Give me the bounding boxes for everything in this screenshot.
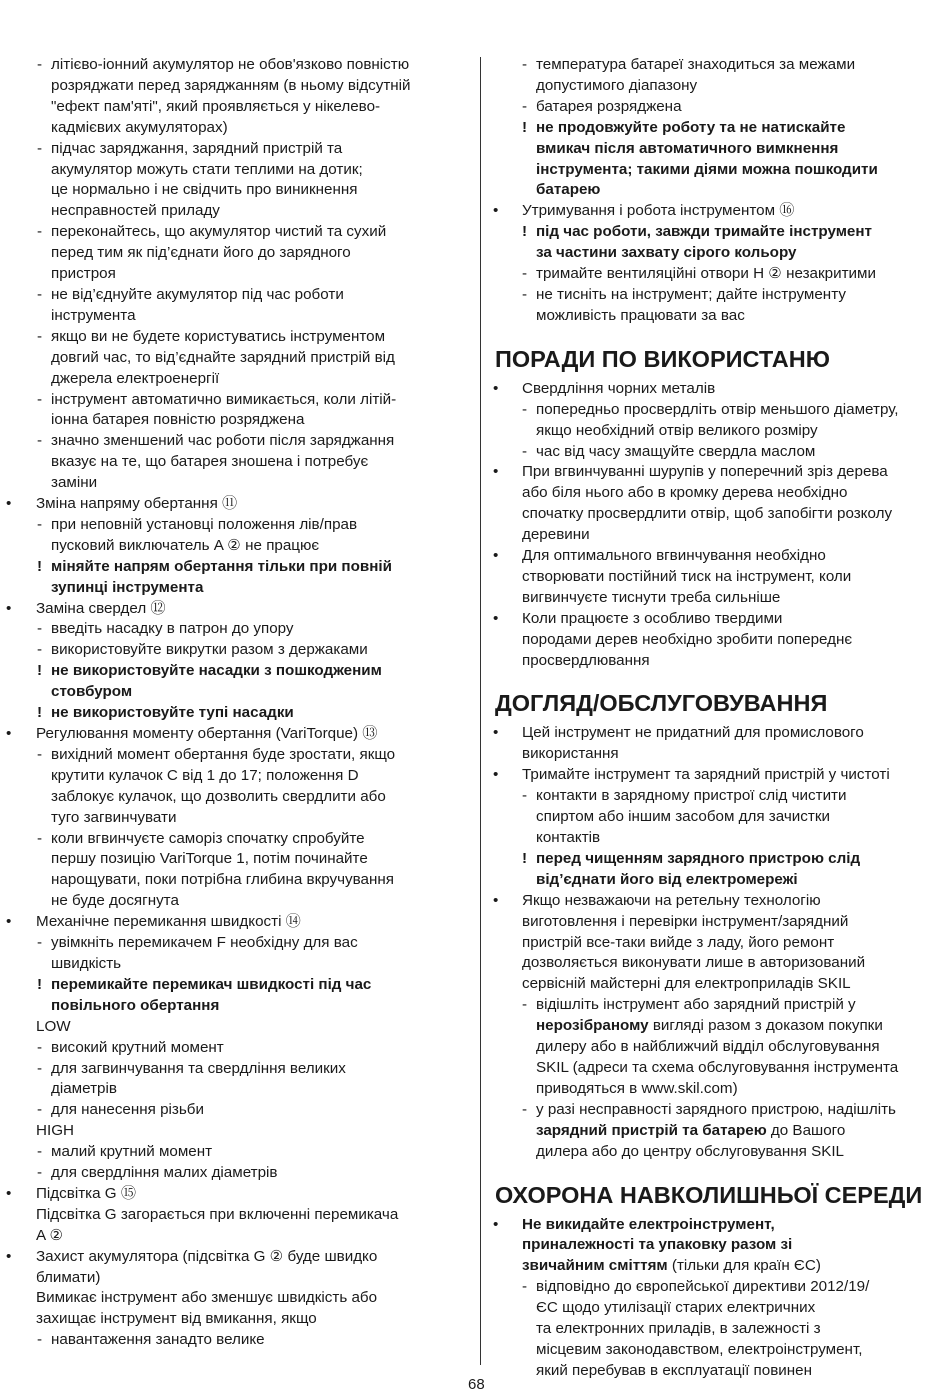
warning-text-line: ! не продовжуйте роботу та не натискайте <box>487 118 950 139</box>
list-item-line: - увімкніть перемикачем F необхідну для вас <box>0 933 470 954</box>
list-item-line <box>487 995 950 1016</box>
list-item-line: перед тим як під’єднати його до зарядного <box>51 244 351 262</box>
list-item-line: - значно зменшений час роботи після заряджання <box>0 431 470 452</box>
bullet-item-line: • Цей інструмент не придатний для промислового <box>487 723 950 744</box>
bullet-item-line: вигвинчуєте тиснути треба сильніше <box>522 588 781 606</box>
bullet-item-line: створювати постійний тиск на інструмент, коли <box>522 567 852 585</box>
list-item-line: пристроя <box>51 265 116 283</box>
bullet-item-line: • Захист акумулятора (підсвітка G ② буде швидко <box>0 1247 470 1268</box>
list-item-line: інструмента <box>51 306 136 324</box>
list-item-line: крутити кулачок C від 1 до 17; положення D <box>51 766 359 784</box>
list-item-line: - введіть насадку в патрон до упору <box>0 619 470 640</box>
list-item-line <box>487 1079 950 1100</box>
warning-text-line: від’єднати його від електромережі <box>536 870 798 888</box>
list-item-line <box>487 1121 950 1142</box>
list-item-line: - підчас заряджання, зарядний пристрій та <box>0 139 470 160</box>
list-item-line: - батарея розряджена <box>487 97 950 118</box>
list-item-line: LOW <box>36 1017 71 1035</box>
bullet-item-line <box>487 1256 950 1277</box>
bold-text: звичайним сміттям <box>522 1257 668 1275</box>
text-segment: дилеру або в найближчий відділ обслуговування <box>536 1038 880 1056</box>
list-item-line: - коли вгвинчуєте саморіз спочатку спробуйте <box>0 829 470 850</box>
list-item-line: - малий крутний момент <box>0 1142 470 1163</box>
list-item-line: - вихідний момент обертання буде зростати, якщо <box>0 745 470 766</box>
list-item-line: заблокує кулачок, що дозволить свердлити або <box>51 787 386 805</box>
warning-text-line: стовбуром <box>51 683 133 701</box>
bullet-item-line: • Утримування і робота інструментом ⑯ <box>487 201 950 222</box>
list-item-line: якщо необхідний отвір великого розміру <box>536 421 818 439</box>
list-item-line: ЄС щодо утилізації старих електричних <box>536 1299 816 1317</box>
list-item-line: - переконайтесь, що акумулятор чистий та сухий <box>0 222 470 243</box>
bullet-item-line: дозволяється виконувати лише в авторизований <box>522 954 866 972</box>
list-item-line: - відповідно до європейської директиви 2012/19/ <box>487 1277 950 1298</box>
list-item-line: спиртом або іншим засобом для зачистки <box>536 808 830 826</box>
list-item-line: Підсвітка G загорається при включенні перемикача <box>36 1205 399 1223</box>
bullet-item-line: • Регулювання моменту обертання (VariTorque) ⑬ <box>0 724 470 745</box>
section-heading: ОХОРОНА НАВКОЛИШНЬОЇ СЕРЕДИ <box>495 1181 923 1208</box>
list-item-line: - попередньо просвердліть отвір меньшого діаметру, <box>487 400 950 421</box>
list-item-line: можливість працювати за вас <box>536 306 745 324</box>
list-item-line: туго загвинчувати <box>51 808 177 826</box>
warning-text-line: ! не використовуйте насадки з пошкодженим <box>0 661 470 682</box>
right-column <box>487 55 950 1382</box>
list-item-line: - літієво-іонний акумулятор не обов'язково повністю <box>0 55 470 76</box>
list-item-line: - тримайте вентиляційні отвори H ② незакритими <box>487 264 950 285</box>
text-segment: до Вашого <box>766 1121 846 1139</box>
bullet-item-line: • Підсвітка G ⑮ <box>0 1184 470 1205</box>
bullet-item-line: пристрій все-таки вийде з ладу, його ремонт <box>522 933 835 951</box>
list-item-line: та електронних приладів, в залежності з <box>536 1320 821 1338</box>
list-item-line: - для нанесення різьби <box>0 1100 470 1121</box>
list-item-line: несправностей приладу <box>51 202 220 220</box>
bullet-item-line: сервісній майстерні для електроприладів SKIL <box>522 975 851 993</box>
warning-text-line: ! не використовуйте тупі насадки <box>0 703 470 724</box>
bullet-item-line: • Свердління чорних металів <box>487 379 950 400</box>
text-segment: вигляді разом з доказом покупки <box>648 1017 883 1035</box>
bullet-item-line: • Для оптимального вгвинчування необхідно <box>487 546 950 567</box>
warning-text-line: вмикач після автоматичного вимкнення <box>536 139 839 157</box>
list-item-line <box>487 1100 950 1121</box>
page-number: 68 <box>468 1376 485 1393</box>
list-item-line: кадмієвих акумуляторах) <box>51 118 228 136</box>
list-item-line: - інструмент автоматично вимикається, коли літій- <box>0 390 470 411</box>
warning-text-line: повільного обертання <box>51 996 220 1014</box>
bullet-item-line: породами дерев необхідно зробити попереднє <box>522 630 853 648</box>
list-item-line: контактів <box>536 829 601 846</box>
list-item-line: - контакти в зарядному пристрої слід чистити <box>487 786 950 807</box>
list-item-line: який перебував в експлуатації повинен <box>536 1361 812 1379</box>
warning-text-line: ! під час роботи, завжди тримайте інструмент <box>487 222 950 243</box>
list-item-line <box>487 1037 950 1058</box>
list-item-line <box>487 1142 950 1163</box>
warning-text-line: ! перед чищенням зарядного пристрою слід <box>487 849 950 870</box>
list-item-line: швидкість <box>51 954 122 972</box>
text-segment: SKIL (адреси та схема обслуговування інструмента <box>536 1058 899 1076</box>
bullet-item-line <box>487 1235 950 1256</box>
list-item-line: - при неповній установці положення лів/прав <box>0 515 470 536</box>
text-segment: (тільки для країн ЄС) <box>667 1257 821 1275</box>
section-heading: ДОГЛЯД/ОБСЛУГОВУВАННЯ <box>495 690 828 717</box>
list-item-line: першу позицію VariTorque 1, потім починайте <box>51 850 368 868</box>
list-item-line: Вимикає інструмент або зменшує швидкість або <box>36 1289 378 1307</box>
list-item-line: заміни <box>51 474 98 492</box>
text-segment: дилера або до центру обслуговування SKIL <box>536 1142 845 1160</box>
list-item-line: - не тисніть на інструмент; дайте інструменту <box>487 285 950 306</box>
bullet-item-line <box>487 1215 950 1236</box>
list-item-line: нарощувати, поки потрібна глибина вкручування <box>51 871 394 889</box>
list-item-line: HIGH <box>36 1122 74 1140</box>
list-item-line: "ефект пам'яті", який проявляється у нікелево- <box>51 97 381 115</box>
bullet-item-line: просвердлювання <box>522 651 650 669</box>
list-item-line: - для свердління малих діаметрів <box>0 1163 470 1184</box>
list-item-line: - час від часу змащуйте свердла маслом <box>487 442 950 463</box>
bullet-item-line: • Механічне перемикання швидкості ⑭ <box>0 912 470 933</box>
text-segment: у разі несправності зарядного пристрою, надішліть <box>536 1100 896 1118</box>
list-item-line: - для загвинчування та свердління великих <box>0 1059 470 1080</box>
list-item-line <box>487 1058 950 1079</box>
bold-text: зарядний пристрій та батарею <box>536 1121 767 1139</box>
list-item-line: вказує на те, що батарея зношена і потребує <box>51 453 369 471</box>
list-item-line: - температура батареї знаходиться за межами <box>487 55 950 76</box>
bullet-item-line: • Заміна свердел ⑫ <box>0 599 470 620</box>
warning-text-line: інструмента; такими діями можна пошкодити <box>536 160 878 178</box>
list-item-line: - не від’єднуйте акумулятор під час роботи <box>0 285 470 306</box>
list-item-line: акумулятор можуть стати теплими на дотик; <box>51 160 363 178</box>
list-item-line: допустимого діапазону <box>536 76 698 94</box>
column-divider <box>480 57 481 1365</box>
bullet-item-line: виготовлення і перевірки інструмент/зарядний <box>522 912 849 930</box>
section-heading: ПОРАДИ ПО ВИКОРИСТАНЮ <box>495 345 830 372</box>
left-column <box>0 55 470 1351</box>
bullet-item-line: блимати) <box>36 1268 101 1286</box>
bold-text: нерозібраному <box>536 1017 649 1035</box>
bullet-item-line: • При вгвинчуванні шурупів у поперечний зріз дерева <box>487 462 950 483</box>
list-item-line: джерела електроенергії <box>51 369 220 387</box>
list-item-line <box>487 1016 950 1037</box>
bullet-item-line: • Якщо незважаючи на ретельну технологію <box>487 891 950 912</box>
list-item-line: довгий час, то від’єднайте зарядний пристрій від <box>51 348 395 366</box>
bullet-item-line: • Зміна напряму обертання ⑪ <box>0 494 470 515</box>
bullet-item-line: деревини <box>522 526 590 544</box>
bullet-item-line: • Коли працюєте з особливо твердими <box>487 609 950 630</box>
text-segment: приводяться в www.skil.com) <box>536 1079 738 1097</box>
list-item-line: це нормально і не свідчить про виникнення <box>51 181 358 199</box>
bold-text: приналежності та упаковку разом зі <box>522 1236 793 1254</box>
list-item-line: іонна батарея повністю розряджена <box>51 411 305 429</box>
bullet-item-line: спочатку просвердлити отвір, щоб запобігти розколу <box>522 505 893 523</box>
bullet-item-line: або біля нього або в кромку дерева необхідно <box>522 484 848 502</box>
warning-text-line: зупинці інструмента <box>51 578 204 596</box>
list-item-line: A ② <box>36 1226 64 1244</box>
list-item-line: розряджати перед заряджанням (в ньому відсутній <box>51 76 411 94</box>
list-item-line: - якщо ви не будете користуватись інструментом <box>0 327 470 348</box>
warning-text-line: батарею <box>536 181 601 199</box>
warning-text-line: за частини захвату сірого кольору <box>536 244 797 262</box>
bullet-item-line: використання <box>522 745 619 763</box>
warning-text-line: ! міняйте напрям обертання тільки при повній <box>0 557 470 578</box>
bullet-item-line: • Тримайте інструмент та зарядний пристрій у чистоті <box>487 765 950 786</box>
text-segment: відішліть інструмент або зарядний пристрій у <box>536 996 856 1014</box>
list-item-line: місцевим законодавством, електроінструмент, <box>536 1340 863 1358</box>
list-item-line: не буде досягнута <box>51 892 179 910</box>
list-item-line: - високий крутний момент <box>0 1038 470 1059</box>
list-item-line: пусковий виключатель A ② не працює <box>51 536 320 554</box>
warning-text-line: ! перемикайте перемикач швидкості під час <box>0 975 470 996</box>
list-item-line: діаметрів <box>51 1080 117 1098</box>
list-item-line: - навантаження занадто велике <box>0 1330 470 1351</box>
list-item-line: захищає інструмент від вмикання, якщо <box>36 1310 317 1328</box>
bold-text: Не викидайте електроінструмент, <box>522 1215 775 1233</box>
list-item-line: - використовуйте викрутки разом з держаками <box>0 640 470 661</box>
